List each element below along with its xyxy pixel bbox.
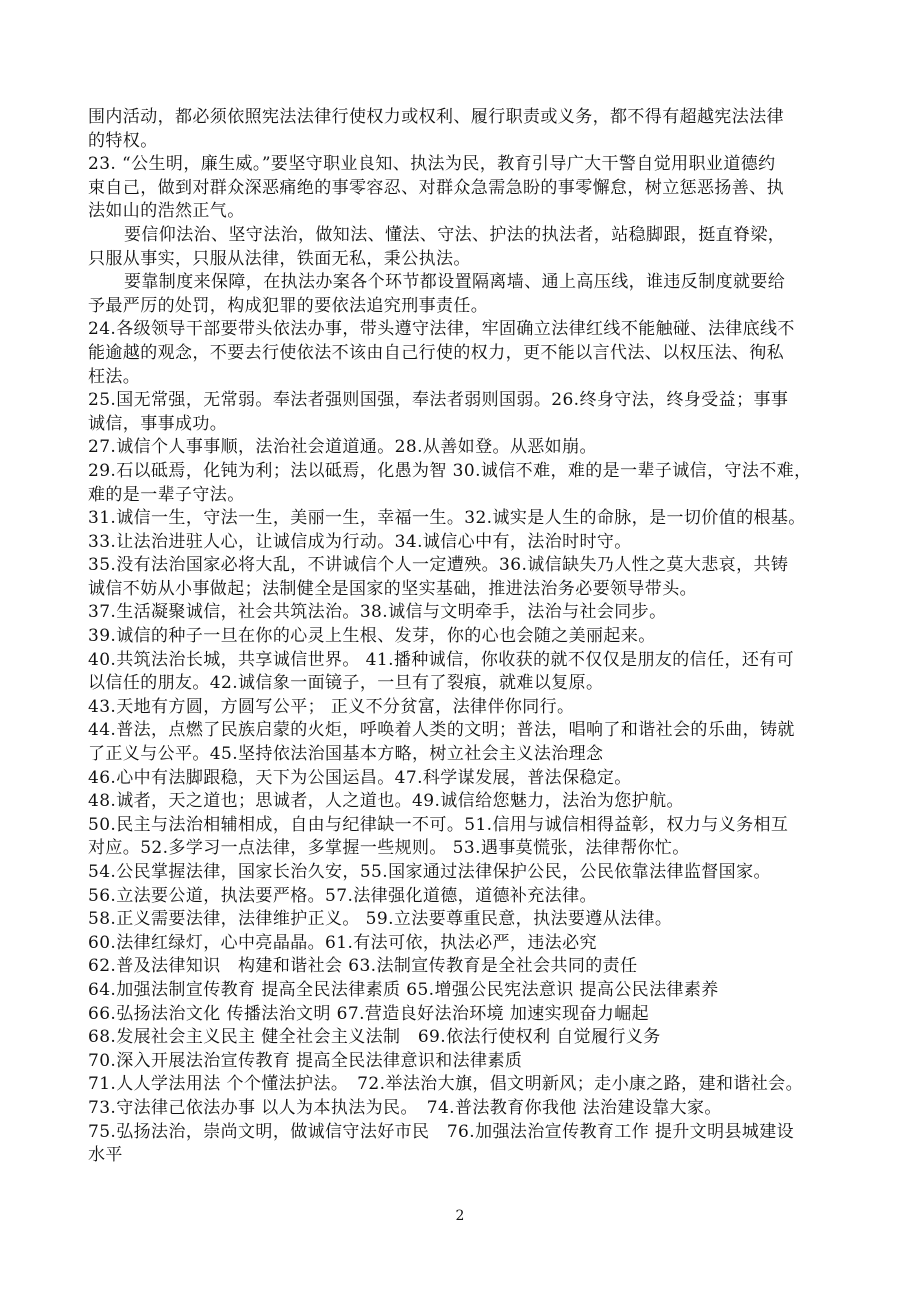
text-line: 法如山的浩然正气。: [88, 201, 245, 222]
text-line: 73.守法律己依法办事 以人为本执法为民。 74.普法教育你我他 法治建设靠大家。: [88, 1097, 722, 1118]
text-line: 了正义与公平。45.坚持依法治国基本方略，树立社会主义法治理念: [88, 744, 604, 765]
text-line: 75.弘扬法治，崇尚文明，做诚信守法好市民 76.加强法治宣传教育工作 提升文明县城建设: [88, 1121, 795, 1142]
text-line: 37.生活凝聚诚信，社会共筑法治。38.诚信与文明牵手，法治与社会同步。: [88, 602, 667, 623]
text-line: 诚信不妨从小事做起；法制健全是国家的坚实基础，推进法治务必要领导带头。: [88, 578, 697, 599]
text-line: 24.各级领导干部要带头依法办事，带头遵守法律，牢固确立法律红线不能触碰、法律底线不: [88, 319, 795, 340]
text-line: 围内活动，都必须依照宪法法律行使权力或权利、履行职责或义务，都不得有超越宪法法律: [88, 107, 784, 127]
text-line: 要靠制度来保障，在执法办案各个环节都设置隔离墙、通上高压线，谁违反制度就要给: [124, 272, 786, 293]
text-line: 予最严厉的处罚，构成犯罪的要依法追究刑事责任。: [88, 295, 489, 316]
text-line: 56.立法要公道，执法要严格。57.法律强化道德，道德补充法律。: [88, 885, 597, 906]
text-line: 只服从事实，只服从法律，铁面无私，秉公执法。: [88, 248, 471, 269]
text-line: 46.心中有法脚跟稳，天下为公国运昌。47.科学谋发展，普法保稳定。: [88, 767, 632, 788]
text-line: 枉法。: [88, 366, 141, 387]
text-line: 33.让法治进驻人心，让诚信成为行动。34.诚信心中有，法治时时守。: [88, 531, 632, 552]
text-line: 束自己，做到对群众深恶痛绝的事零容忍、对群众急需急盼的事零懈怠，树立惩恶扬善、执: [88, 177, 784, 198]
text-line: 66.弘扬法治文化 传播法治文明 67.营造良好法治环境 加速实现奋力崛起: [88, 1003, 650, 1024]
text-line: 以信任的朋友。42.诚信象一面镜子，一旦有了裂痕，就难以复原。: [88, 673, 604, 694]
text-line: 对应。52.多学习一点法律，多掌握一些规则。 53.遇事莫慌张，法律帮你忙。: [88, 838, 690, 859]
page-number: 2: [455, 1208, 465, 1224]
text-line: 48.诚者，天之道也；思诚者，人之道也。49.诚信给您魅力，法治为您护航。: [88, 791, 684, 812]
text-line: 44.普法，点燃了民族启蒙的火炬，呼唤着人类的文明；普法，唱响了和谐社会的乐曲，铸就: [88, 720, 795, 741]
text-line: 70.深入开展法治宣传教育 提高全民法律意识和法律素质: [88, 1050, 523, 1071]
text-line: 60.法律红绿灯，心中亮晶晶。61.有法可依，执法必严，违法必究: [88, 932, 597, 953]
text-line: 23. “公生明，廉生威。”要坚守职业良知、执法为民，教育引导广大干警自觉用职业道德约: [88, 154, 776, 175]
text-line: 要信仰法治、坚守法治，做知法、懂法、守法、护法的执法者，站稳脚跟，挺直脊梁，: [124, 224, 786, 245]
text-line: 68.发展社会主义民主 健全社会主义法制 69.依法行使权利 自觉履行义务: [88, 1027, 661, 1048]
text-line: 水平: [88, 1145, 123, 1166]
text-line: 64.加强法制宣传教育 提高全民法律素质 65.增强公民宪法意识 提高公民法律素养: [88, 979, 719, 1000]
text-line: 25.国无常强，无常弱。奉法者强则国强，奉法者弱则国弱。26.终身守法，终身受益；事事: [88, 390, 789, 411]
text-line: 难的是一辈子守法。: [88, 484, 245, 505]
text-line: 54.公民掌握法律，国家长治久安，55.国家通过法律保护公民，公民依靠法律监督国家。: [88, 862, 771, 882]
text-line: 27.诚信个人事事顺，法治社会道道通。28.从善如登。从恶如崩。: [88, 437, 597, 458]
text-line: 40.共筑法治长城，共享诚信世界。 41.播种诚信，你收获的就不仅仅是朋友的信任，还有可: [88, 649, 795, 670]
text-line: 诚信，事事成功。: [88, 413, 228, 434]
text-line: 62.普及法律知识 构建和谐社会 63.法制宣传教育是全社会共同的责任: [88, 956, 638, 977]
text-line: 31.诚信一生，守法一生，美丽一生，幸福一生。32.诚实是人生的命脉，是一切价值的根基。: [88, 508, 806, 529]
text-line: 35.没有法治国家必将大乱，不讲诚信个人一定遭殃。36.诚信缺失乃人性之莫大悲哀，共铸: [88, 555, 789, 576]
document-body: [88, 106, 854, 1168]
text-line: 能逾越的观念，不要去行使依法不该由自己行使的权力，更不能以言代法、以权压法、徇私: [88, 342, 784, 363]
text-line: 71.人人学法用法 个个懂法护法。 72.举法治大旗，倡文明新风；走小康之路，建和谐社会。: [88, 1074, 803, 1095]
text-line: 43.天地有方圆，方圆写公平； 正义不分贫富，法律伴你同行。: [88, 696, 575, 717]
text-line: 58.正义需要法律，法律维护正义。 59.立法要尊重民意，执法要遵从法律。: [88, 909, 673, 930]
text-line: 的特权。: [88, 130, 158, 151]
text-line: 29.石以砥焉，化钝为利；法以砥焉，化愚为智 30.诚信不难，难的是一辈子诚信，守法不难，: [88, 460, 812, 481]
text-line: 50.民主与法治相辅相成，自由与纪律缺一不可。51.信用与诚信相得益彰，权力与义务相互: [88, 814, 789, 835]
text-line: 39.诚信的种子一旦在你的心灵上生根、发芽，你的心也会随之美丽起来。: [88, 626, 656, 647]
